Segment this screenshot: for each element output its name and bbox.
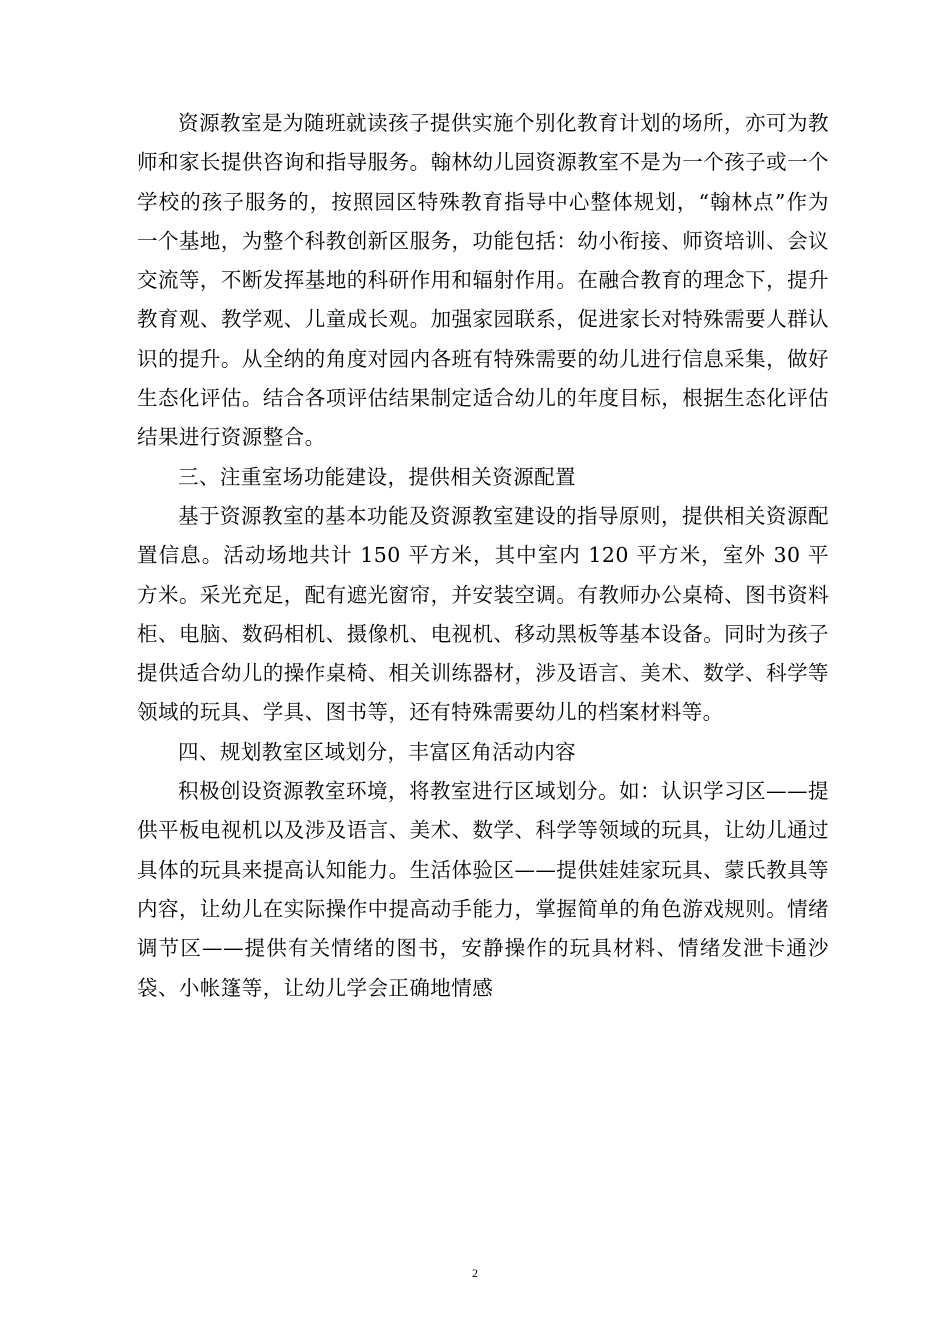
- page-number: 2: [472, 1266, 478, 1280]
- body-paragraph: 基于资源教室的基本功能及资源教室建设的指导原则，提供相关资源配置信息。活动场地共计 150 平方米，其中室内 120 平方米，室外 30 平方米。采光充足，配有遮光窗帘，并安装空调。有教师办公桌椅、图书资料柜、电脑、数码相机、摄像机、电视机、移动黑板等基本设备。同时为孩子提供适合幼儿的操作桌椅、相关训练器材，涉及语言、美术、数学、科学等领域的玩具、学具、图书等，还有特殊需要幼儿的档案材料等。: [137, 503, 829, 725]
- body-paragraph: 积极创设资源教室环境，将教室进行区域划分。如：认识学习区——提供平板电视机以及涉及语言、美术、数学、科学等领域的玩具，让幼儿通过具体的玩具来提高认知能力。生活体验区——提供娃娃家玩具、蒙氏教具等内容，让幼儿在实际操作中提高动手能力，掌握简单的角色游戏规则。情绪调节区——提供有关情绪的图书，安静操作的玩具材料、情绪发泄卡通沙袋、小帐篷等，让幼儿学会正确地情感: [137, 779, 829, 1000]
- section-heading: 四、规划教室区域划分，丰富区角活动内容: [178, 739, 577, 764]
- document-body: [137, 104, 829, 1008]
- body-paragraph: 资源教室是为随班就读孩子提供实施个别化教育计划的场所，亦可为教师和家长提供咨询和指导服务。翰林幼儿园资源教室不是为一个孩子或一个学校的孩子服务的，按照园区特殊教育指导中心整体规划，“翰林点”作为一个基地，为整个科教创新区服务，功能包括：幼小衔接、师资培训、会议交流等，不断发挥基地的科研作用和辐射作用。在融合教育的理念下，提升教育观、教学观、儿童成长观。加强家园联系，促进家长对特殊需要人群认识的提升。从全纳的角度对园内各班有特殊需要的幼儿进行信息采集，做好生态化评估。结合各项评估结果制定适合幼儿的年度目标，根据生态化评估结果进行资源整合。: [137, 111, 829, 450]
- section-heading: 三、注重室场功能建设，提供相关资源配置: [178, 464, 577, 489]
